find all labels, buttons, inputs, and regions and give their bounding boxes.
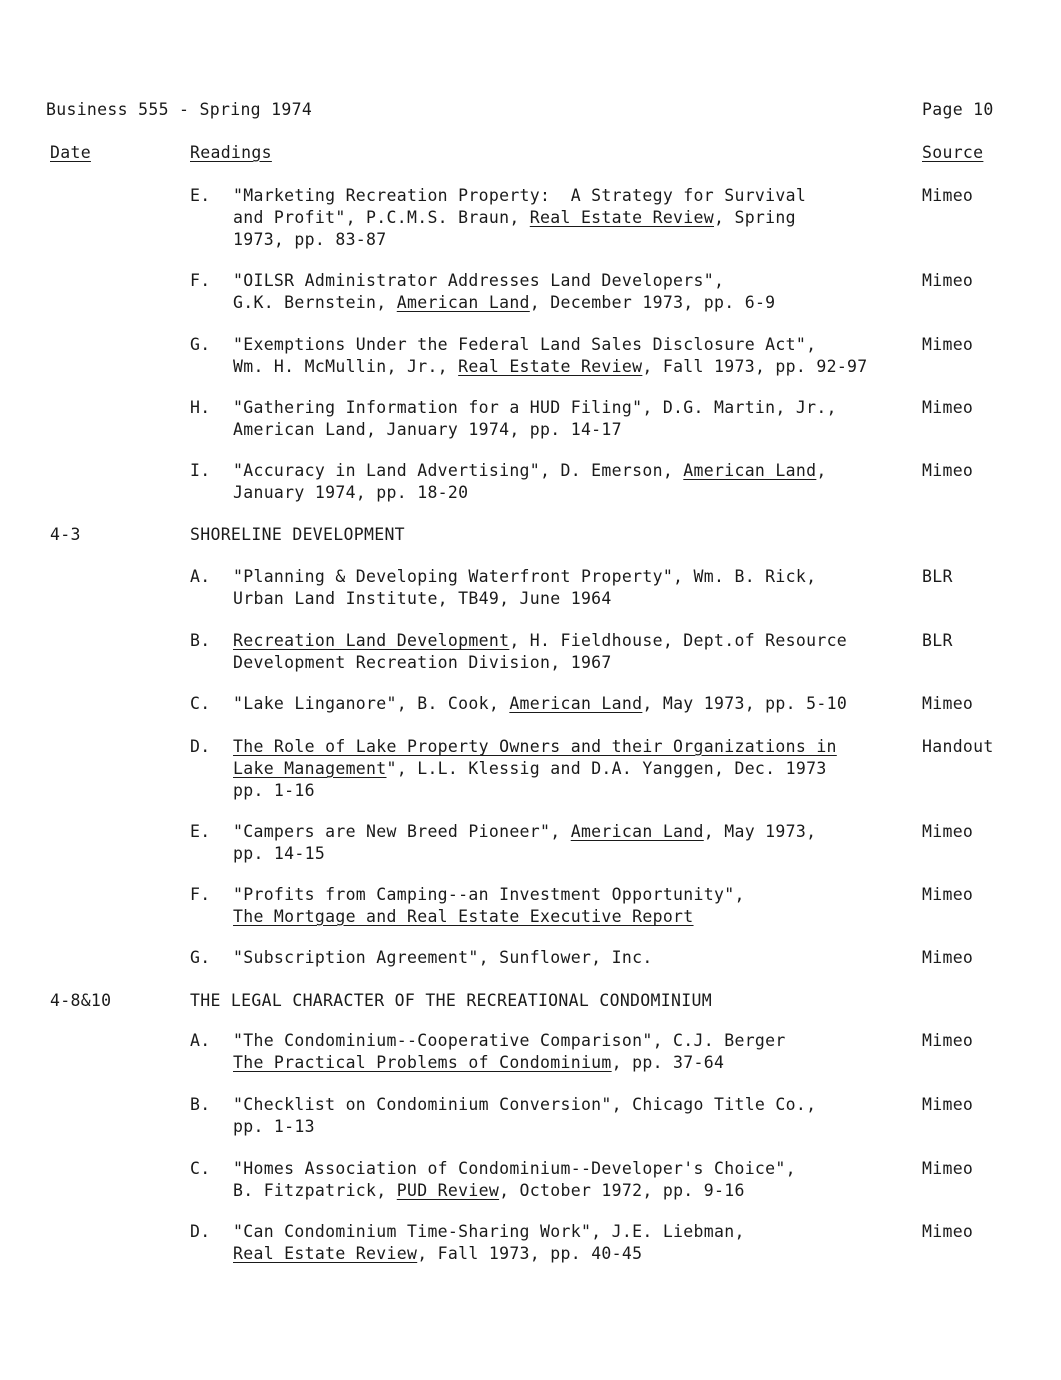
publication-title: The Practical Problems of Condominium: [233, 1053, 612, 1072]
citation-line: [233, 1243, 745, 1265]
column-header-readings: Readings: [190, 143, 272, 162]
citation: [233, 397, 837, 441]
citation-line: [233, 1030, 786, 1052]
citation-line: [233, 1094, 816, 1116]
citation-text: , Fall 1973, pp. 40-45: [417, 1244, 643, 1263]
item-letter: B.: [190, 631, 211, 650]
course-title: Business 555 - Spring 1974: [46, 100, 313, 119]
citation-text: American Land, January 1974, pp. 14-17: [233, 420, 622, 439]
citation-text: B. Fitzpatrick,: [233, 1181, 397, 1200]
citation-text: pp. 14-15: [233, 844, 326, 863]
citation-text: ,: [816, 461, 827, 480]
item-source: Mimeo: [922, 271, 974, 290]
item-letter: H.: [190, 398, 211, 417]
citation-text: "Subscription Agreement", Sunflower, Inc.: [233, 948, 653, 967]
citation: [233, 1221, 745, 1265]
item-letter: C.: [190, 1159, 211, 1178]
citation-text: Wm. H. McMullin, Jr.,: [233, 357, 459, 376]
citation-line: [233, 693, 847, 715]
citation: [233, 334, 868, 378]
citation: [233, 270, 775, 314]
item-source: Mimeo: [922, 461, 974, 480]
citation-line: [233, 1052, 786, 1074]
citation-line: [233, 630, 847, 652]
item-letter: A.: [190, 567, 211, 586]
column-header-date: Date: [50, 143, 91, 162]
citation-text: "Checklist on Condominium Conversion", Chicago Title Co.,: [233, 1095, 817, 1114]
citation-text: "Profits from Camping--an Investment Opportunity",: [233, 885, 745, 904]
section-date: 4-3: [50, 525, 81, 544]
citation-text: "Accuracy in Land Advertising", D. Emerson,: [233, 461, 684, 480]
citation-text: Development Recreation Division, 1967: [233, 653, 612, 672]
citation-line: [233, 588, 816, 610]
citation-text: , H. Fieldhouse, Dept.of Resource: [509, 631, 848, 650]
publication-title: American Land: [396, 293, 530, 312]
item-letter: G.: [190, 335, 211, 354]
citation-text: Urban Land Institute, TB49, June 1964: [233, 589, 612, 608]
item-source: BLR: [922, 567, 953, 586]
item-letter: G.: [190, 948, 211, 967]
section-title: SHORELINE DEVELOPMENT: [190, 525, 405, 544]
citation-line: [233, 843, 816, 865]
citation-line: [233, 482, 827, 504]
citation-text: and Profit", P.C.M.S. Braun,: [233, 208, 530, 227]
publication-title: American Land: [683, 461, 817, 480]
citation-line: [233, 947, 653, 969]
citation: [233, 1158, 796, 1202]
item-source: Mimeo: [922, 1159, 974, 1178]
item-source: BLR: [922, 631, 953, 650]
citation: [233, 566, 816, 610]
publication-title: The Role of Lake Property Owners and their Organizations in: [233, 737, 837, 756]
item-source: Mimeo: [922, 1095, 974, 1114]
item-source: Mimeo: [922, 948, 974, 967]
citation-line: [233, 1221, 745, 1243]
item-source: Mimeo: [922, 1031, 974, 1050]
citation-text: "Exemptions Under the Federal Land Sales Disclosure Act",: [233, 335, 817, 354]
item-letter: B.: [190, 1095, 211, 1114]
citation-line: [233, 229, 806, 251]
citation-text: G.K. Bernstein,: [233, 293, 397, 312]
publication-title: Real Estate Review: [529, 208, 714, 227]
citation-text: "Planning & Developing Waterfront Property", Wm. B. Rick,: [233, 567, 817, 586]
item-source: Mimeo: [922, 335, 974, 354]
item-source: Mimeo: [922, 186, 974, 205]
item-source: Handout: [922, 737, 994, 756]
citation-text: "Homes Association of Condominium--Developer's Choice",: [233, 1159, 796, 1178]
citation-text: , Spring: [714, 208, 796, 227]
citation-line: [233, 292, 775, 314]
item-letter: E.: [190, 822, 211, 841]
item-letter: F.: [190, 271, 211, 290]
citation-line: [233, 758, 837, 780]
citation: [233, 736, 837, 802]
citation-text: "The Condominium--Cooperative Comparison", C.J. Berger: [233, 1031, 786, 1050]
publication-title: American Land: [570, 822, 704, 841]
citation-text: , pp. 37-64: [611, 1053, 725, 1072]
citation: [233, 947, 653, 969]
item-source: Mimeo: [922, 1222, 974, 1241]
item-source: Mimeo: [922, 885, 974, 904]
citation-line: [233, 185, 806, 207]
item-letter: E.: [190, 186, 211, 205]
citation: [233, 630, 847, 674]
citation-line: [233, 1180, 796, 1202]
citation-text: , Fall 1973, pp. 92-97: [642, 357, 868, 376]
citation-line: [233, 270, 775, 292]
citation-text: "Gathering Information for a HUD Filing", D.G. Martin, Jr.,: [233, 398, 837, 417]
citation-line: [233, 566, 816, 588]
citation-text: , May 1973, pp. 5-10: [642, 694, 848, 713]
publication-title: Real Estate Review: [233, 1244, 418, 1263]
citation-line: [233, 1116, 816, 1138]
citation-text: "OILSR Administrator Addresses Land Developers",: [233, 271, 725, 290]
publication-title: Recreation Land Development: [233, 631, 510, 650]
citation-text: January 1974, pp. 18-20: [233, 483, 469, 502]
publication-title: The Mortgage and Real Estate Executive Report: [233, 907, 694, 926]
citation: [233, 884, 745, 928]
section-date: 4-8&10: [50, 991, 112, 1010]
item-letter: D.: [190, 1222, 211, 1241]
item-source: Mimeo: [922, 694, 974, 713]
item-source: Mimeo: [922, 822, 974, 841]
publication-title: Lake Management: [233, 759, 387, 778]
item-letter: A.: [190, 1031, 211, 1050]
citation: [233, 185, 806, 251]
citation: [233, 1030, 786, 1074]
item-letter: D.: [190, 737, 211, 756]
page-number: Page 10: [922, 100, 994, 119]
item-source: Mimeo: [922, 398, 974, 417]
citation-line: [233, 207, 806, 229]
citation-line: [233, 652, 847, 674]
citation: [233, 460, 827, 504]
column-header-source: Source: [922, 143, 984, 162]
citation-text: "Can Condominium Time-Sharing Work", J.E. Liebman,: [233, 1222, 745, 1241]
citation-text: pp. 1-13: [233, 1117, 315, 1136]
citation: [233, 693, 847, 715]
item-letter: C.: [190, 694, 211, 713]
citation-text: ", L.L. Klessig and D.A. Yanggen, Dec. 1973: [386, 759, 827, 778]
citation-line: [233, 1158, 796, 1180]
publication-title: PUD Review: [396, 1181, 500, 1200]
citation-text: "Marketing Recreation Property: A Strategy for Survival: [233, 186, 807, 205]
citation-line: [233, 736, 837, 758]
citation-line: [233, 356, 868, 378]
citation-text: pp. 1-16: [233, 781, 315, 800]
item-letter: I.: [190, 461, 211, 480]
citation: [233, 821, 816, 865]
citation-text: , December 1973, pp. 6-9: [529, 293, 776, 312]
item-letter: F.: [190, 885, 211, 904]
citation-text: "Lake Linganore", B. Cook,: [233, 694, 510, 713]
citation-line: [233, 460, 827, 482]
section-title: THE LEGAL CHARACTER OF THE RECREATIONAL CONDOMINIUM: [190, 991, 712, 1010]
citation-line: [233, 780, 837, 802]
citation-line: [233, 884, 745, 906]
citation-text: , May 1973,: [703, 822, 817, 841]
publication-title: Real Estate Review: [458, 357, 643, 376]
citation: [233, 1094, 816, 1138]
citation-text: , October 1972, pp. 9-16: [499, 1181, 745, 1200]
citation-line: [233, 397, 837, 419]
citation-line: [233, 419, 837, 441]
citation-text: 1973, pp. 83-87: [233, 230, 387, 249]
citation-line: [233, 334, 868, 356]
publication-title: American Land: [509, 694, 643, 713]
citation-line: [233, 906, 745, 928]
citation-line: [233, 821, 816, 843]
citation-text: "Campers are New Breed Pioneer",: [233, 822, 571, 841]
